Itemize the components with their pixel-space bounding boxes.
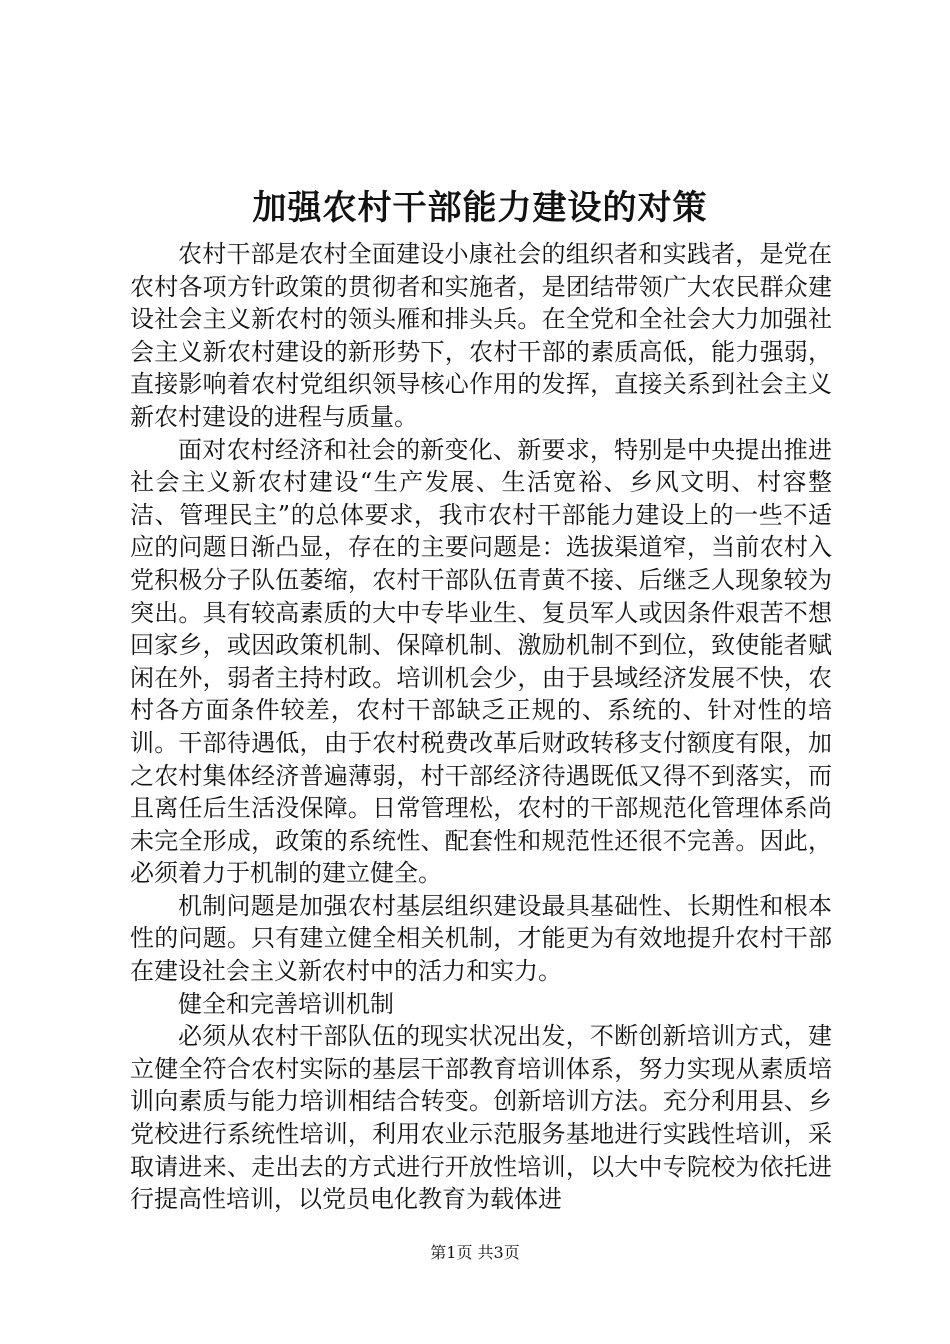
paragraph-training: 必须从农村干部队伍的现实状况出发，不断创新培训方式，建立健全符合农村实际的基层干部教育培训体系，努力实现从素质培训向素质与能力培训相结合转变。创新培训方法。充分利用县、乡党校进行系统性培训，利用农业示范服务基地进行实践性培训，采取请进来、走出去的方式进行开放性培训，以大中专院校为依托进行提高性培训，以党员电化教育为载体进	[130, 1022, 832, 1214]
page-indicator: 第1页 共3页	[430, 1243, 520, 1262]
paragraph-problems: 面对农村经济和社会的新变化、新要求，特别是中央提出推进社会主义新农村建设“生产发展、生活宽裕、乡风文明、村容整洁、管理民主”的总体要求，我市农村干部能力建设上的一些不适应的问题日渐凸显，存在的主要问题是：选拔渠道窄，当前农村入党积极分子队伍萎缩，农村干部队伍青黄不接、后继乏人现象较为突出。具有较高素质的大中专毕业生、复员军人或因条件艰苦不想回家乡，或因政策机制、保障机制、激励机制不到位，致使能者赋闲在外，弱者主持村政。培训机会少，由于县域经济发展不快，农村各方面条件较差，农村干部缺乏正规的、系统的、针对性的培训。干部待遇低，由于农村税费改革后财政转移支付额度有限，加之农村集体经济普遍薄弱，村干部经济待遇既低又得不到落实，而且离任后生活没保障。日常管理松，农村的干部规范化管理体系尚未完全形成，政策的系统性、配套性和规范性还很不完善。因此，必须着力于机制的建立健全。	[130, 435, 832, 888]
document-title: 加强农村干部能力建设的对策	[252, 188, 708, 228]
paragraph-mechanism: 机制问题是加强农村基层组织建设最具基础性、长期性和根本性的问题。只有建立健全相关机制，才能更为有效地提升农村干部在建设社会主义新农村中的活力和实力。	[130, 891, 832, 986]
section-heading-training: 健全和完善培训机制	[178, 989, 394, 1018]
document-body	[130, 238, 832, 1216]
paragraph-intro: 农村干部是农村全面建设小康社会的组织者和实践者，是党在农村各项方针政策的贯彻者和实施者，是团结带领广大农民群众建设社会主义新农村的领头雁和排头兵。在全党和全社会大力加强社会主义新农村建设的新形势下，农村干部的素质高低，能力强弱，直接影响着农村党组织领导核心作用的发挥，直接关系到社会主义新农村建设的进程与质量。	[130, 240, 832, 431]
